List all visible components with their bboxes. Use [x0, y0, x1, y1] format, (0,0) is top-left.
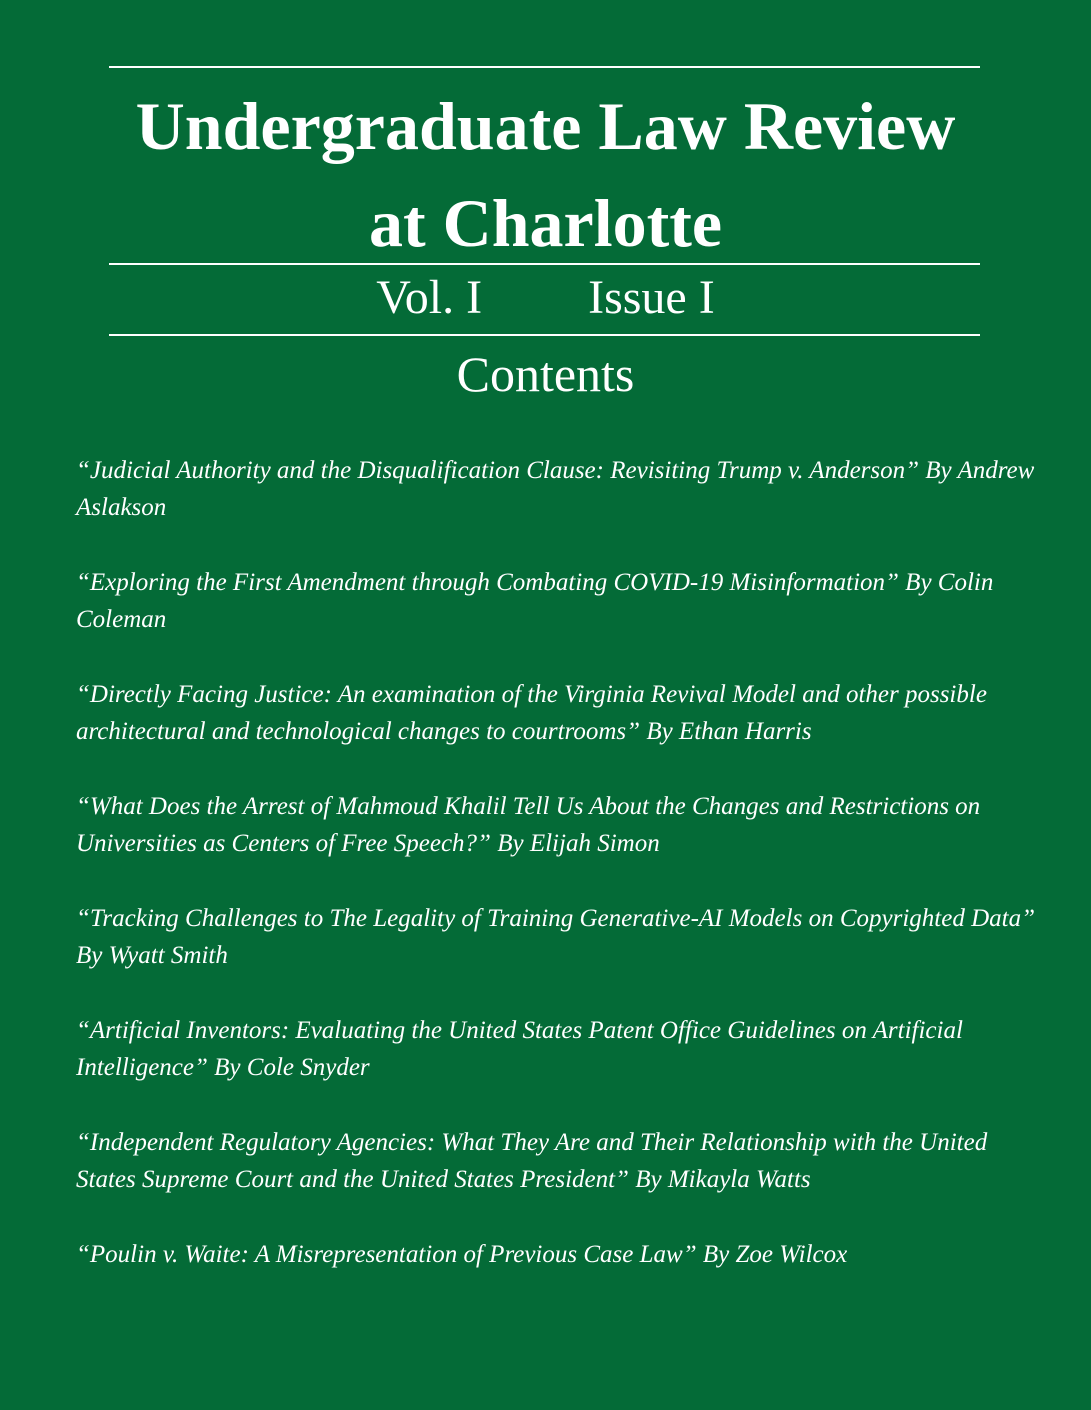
contents-heading: Contents	[456, 346, 635, 402]
article-author: By Elijah Simon	[497, 830, 660, 857]
article-author: By Ethan Harris	[646, 718, 812, 745]
article-author: By Colin Coleman	[76, 569, 994, 633]
article-title: “Tracking Challenges to The Legality of Training Generative-AI Models on Copyrighted Data”	[76, 905, 1035, 932]
toc-entry	[76, 1012, 1036, 1086]
toc-entry	[76, 564, 1036, 638]
journal-title-line-2: at Charlotte	[368, 185, 723, 261]
article-title: “Independent Regulatory Agencies: What They Are and Their Relationship with the United States Supreme Court and the United States President”	[76, 1129, 988, 1193]
toc-entry	[76, 676, 1036, 750]
article-title: “Exploring the First Amendment through Combating COVID-19 Misinformation”	[76, 569, 899, 596]
journal-title-line-1: Undergraduate Law Review	[135, 88, 956, 164]
article-author: By Andrew Aslakson	[76, 457, 1035, 521]
journal-title	[0, 78, 1091, 272]
title-rule	[109, 263, 980, 265]
article-title: “Directly Facing Justice: An examination of the Virginia Revival Model and other possible architectural and technological changes to courtrooms”	[76, 681, 987, 745]
volume-rule	[109, 334, 980, 336]
issue-label: Issue I	[588, 271, 715, 324]
toc-entry	[76, 1236, 1036, 1273]
article-title: “What Does the Arrest of Mahmoud Khalil Tell Us About the Changes and Restrictions on Universities as Centers of Free Speech?”	[76, 793, 981, 857]
volume-issue-line	[0, 266, 1091, 330]
volume-label: Vol. I	[376, 271, 483, 324]
article-author: By Wyatt Smith	[76, 942, 228, 969]
article-author: By Zoe Wilcox	[702, 1241, 848, 1268]
toc-entry	[76, 452, 1036, 526]
article-author: By Mikayla Watts	[635, 1166, 811, 1193]
table-of-contents	[76, 452, 1036, 1311]
top-rule	[109, 66, 980, 68]
toc-entry	[76, 788, 1036, 862]
article-title: “Artificial Inventors: Evaluating the United States Patent Office Guidelines on Artificial Intelligence”	[76, 1017, 963, 1081]
article-title: “Judicial Authority and the Disqualification Clause: Revisiting Trump v. Anderson”	[76, 457, 920, 484]
toc-entry	[76, 1124, 1036, 1198]
toc-entry	[76, 900, 1036, 974]
article-title: “Poulin v. Waite: A Misrepresentation of Previous Case Law”	[76, 1241, 697, 1268]
article-author: By Cole Snyder	[214, 1054, 370, 1081]
